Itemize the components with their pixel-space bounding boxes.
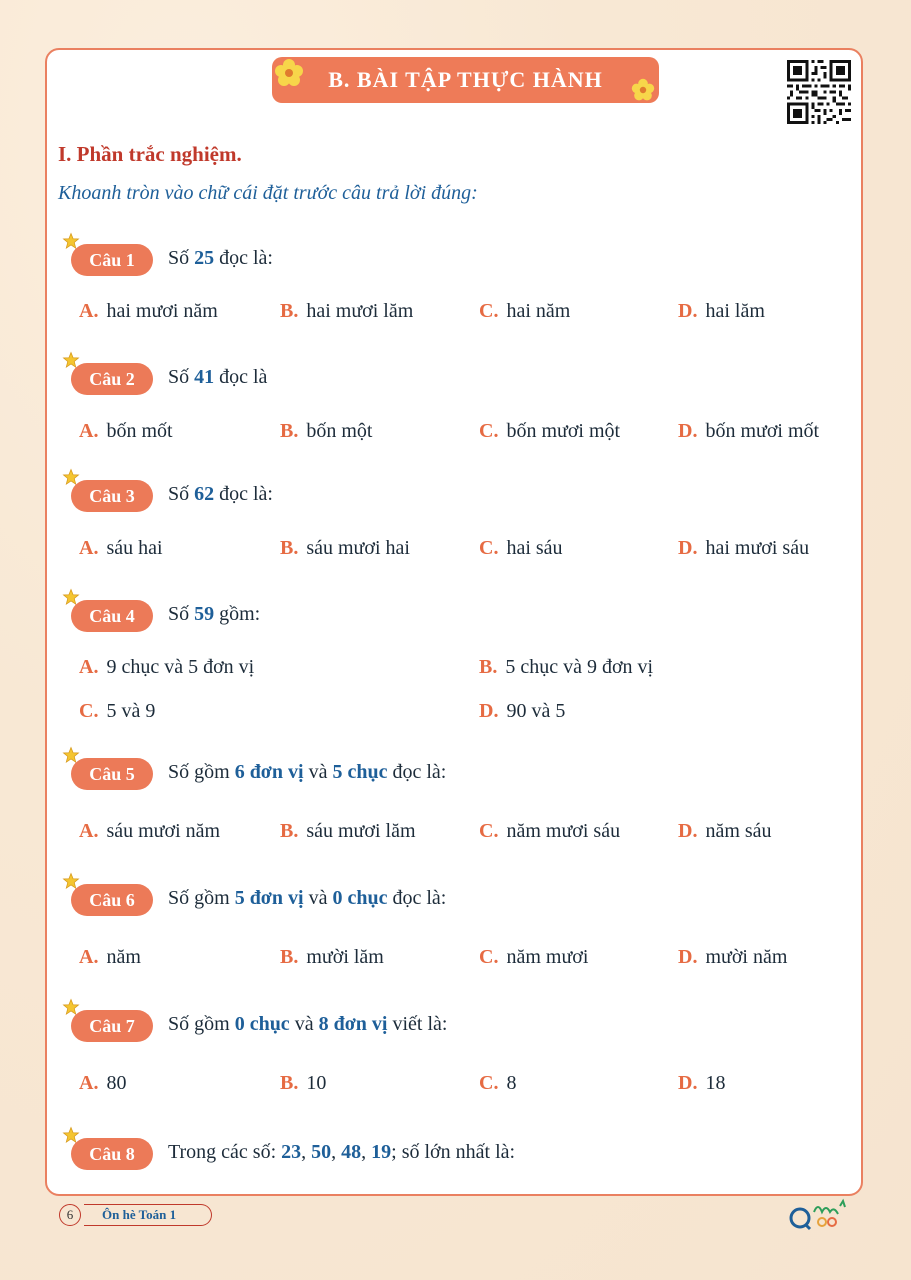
answer-option-a[interactable] [79,537,163,560]
answer-row [0,946,911,974]
answer-row [0,300,911,328]
option-text: năm [106,946,141,968]
question-3 [0,480,911,520]
option-text: 8 [506,1072,517,1094]
option-text: 80 [106,1072,127,1094]
question-text-part: Số [168,603,195,625]
option-letter: B. [280,1072,299,1094]
option-letter: B. [479,656,498,678]
question-text-part: Trong các số: [168,1141,282,1163]
question-emphasis: 59 [194,603,215,625]
question-label: Câu 5 [71,758,153,790]
question-text-part: viết là: [387,1013,448,1035]
question-text-part: Số gồm [168,1013,235,1035]
question-text-part: , [361,1141,372,1163]
answer-option-a[interactable] [79,420,173,443]
option-letter: D. [678,820,698,842]
answer-option-b[interactable] [280,946,384,969]
section-banner [272,57,659,103]
option-letter: B. [280,537,299,559]
question-text-part: , [331,1141,342,1163]
answer-option-c[interactable] [479,537,563,560]
option-text: mười năm [705,946,788,968]
question-text-part: Số [168,366,195,388]
question-emphasis: 8 đơn vị [318,1013,388,1035]
answer-option-d[interactable] [678,420,819,443]
question-emphasis: 0 chục [332,887,388,909]
option-letter: B. [280,300,299,322]
question-5 [0,758,911,798]
question-label: Câu 7 [71,1010,153,1042]
option-text: 5 chục và 9 đơn vị [505,656,654,678]
option-text: hai sáu [506,537,563,559]
option-letter: A. [79,820,99,842]
option-text: bốn mốt [106,420,173,442]
publisher-logo-icon [788,1198,848,1236]
option-text: sáu mươi năm [106,820,221,842]
answer-row [0,537,911,565]
answer-option-d[interactable] [678,537,809,560]
question-7 [0,1010,911,1050]
option-letter: D. [678,300,698,322]
question-label: Câu 2 [71,363,153,395]
question-text [168,1013,447,1036]
question-emphasis: 5 chục [332,761,388,783]
question-text [168,1141,515,1164]
option-text: 5 và 9 [106,700,156,722]
option-text: hai năm [506,300,571,322]
question-label: Câu 6 [71,884,153,916]
option-text: sáu hai [106,537,163,559]
flower-icon [631,78,655,102]
option-letter: B. [280,946,299,968]
option-letter: C. [479,300,499,322]
option-text: bốn một [306,420,373,442]
option-letter: A. [79,946,99,968]
answer-option-c[interactable] [479,420,620,443]
option-text: 18 [705,1072,726,1094]
answer-option-b[interactable] [280,420,372,443]
question-4 [0,600,911,640]
question-text-part: ; số lớn nhất là: [391,1141,516,1163]
question-emphasis: 19 [371,1141,392,1163]
question-text-part: Số gồm [168,761,235,783]
answer-option-b[interactable] [280,537,410,560]
question-text [168,761,446,784]
question-1 [0,244,911,284]
answer-row [0,420,911,448]
option-letter: A. [79,300,99,322]
section-heading: I. Phần trắc nghiệm. [58,142,242,166]
answer-row [0,656,911,684]
option-text: năm mươi [506,946,589,968]
option-text: 90 và 5 [506,700,566,722]
answer-option-b[interactable] [479,656,653,679]
option-text: hai mươi năm [106,300,218,322]
option-letter: A. [79,537,99,559]
question-text-part: và [289,1013,319,1035]
option-letter: A. [79,1072,99,1094]
answer-option-a[interactable] [79,300,218,323]
answer-option-a[interactable] [79,1072,126,1095]
question-text [168,483,273,506]
option-letter: C. [479,1072,499,1094]
question-6 [0,884,911,924]
page-number: 6 [59,1204,81,1226]
option-letter: B. [280,420,299,442]
question-text-part: Số gồm [168,887,235,909]
option-letter: A. [79,420,99,442]
qr-code-icon [787,60,851,124]
option-letter: B. [280,820,299,842]
answer-option-a[interactable] [79,820,220,843]
option-text: năm mươi sáu [506,820,621,842]
question-text-part: đọc là: [214,247,273,269]
answer-option-d[interactable] [678,820,772,843]
answer-option-c[interactable] [79,700,155,723]
question-emphasis: 50 [311,1141,332,1163]
answer-option-d[interactable] [678,1072,725,1095]
answer-option-d[interactable] [479,700,565,723]
answer-option-c[interactable] [479,300,570,323]
option-text: mười lăm [306,946,384,968]
option-text: sáu mươi hai [306,537,410,559]
option-text: bốn mươi một [506,420,621,442]
option-text: năm sáu [705,820,772,842]
answer-option-d[interactable] [678,300,765,323]
option-text: hai lăm [705,300,765,322]
question-emphasis: 25 [194,247,215,269]
question-emphasis: 48 [341,1141,362,1163]
answer-option-a[interactable] [79,656,254,679]
question-emphasis: 5 đơn vị [234,887,304,909]
option-text: 9 chục và 5 đơn vị [106,656,255,678]
option-letter: C. [479,820,499,842]
flower-icon [274,58,304,88]
question-label: Câu 8 [71,1138,153,1170]
question-label: Câu 4 [71,600,153,632]
option-text: bốn mươi mốt [705,420,820,442]
answer-row [0,1072,911,1100]
question-text [168,366,267,389]
option-letter: C. [479,537,499,559]
answer-row [0,700,911,728]
answer-row [0,820,911,848]
answer-option-c[interactable] [479,820,620,843]
option-text: 10 [306,1072,327,1094]
question-text-part: Số [168,483,195,505]
answer-option-c[interactable] [479,946,588,969]
question-text [168,247,273,270]
question-emphasis: 23 [281,1141,302,1163]
book-title: Ôn hè Toán 1 [84,1204,212,1226]
question-label: Câu 1 [71,244,153,276]
question-8 [0,1138,911,1178]
option-letter: A. [79,656,99,678]
answer-option-b[interactable] [280,1072,326,1095]
option-letter: C. [479,420,499,442]
answer-option-b[interactable] [280,300,413,323]
question-text-part: và [303,761,333,783]
option-letter: D. [678,946,698,968]
option-text: hai mươi lăm [306,300,414,322]
question-text-part: gồm: [214,603,261,625]
question-emphasis: 62 [194,483,215,505]
option-text: sáu mươi lăm [306,820,416,842]
answer-option-d[interactable] [678,946,787,969]
question-text-part: đọc là: [214,483,273,505]
question-label: Câu 3 [71,480,153,512]
question-text-part: , [301,1141,312,1163]
answer-option-b[interactable] [280,820,416,843]
question-text-part: và [303,887,333,909]
question-emphasis: 0 chục [234,1013,290,1035]
option-letter: C. [79,700,99,722]
instruction-text: Khoanh tròn vào chữ cái đặt trước câu trả lời đúng: [58,182,478,204]
question-text [168,887,446,910]
answer-option-c[interactable] [479,1072,516,1095]
question-text [168,603,260,626]
option-letter: C. [479,946,499,968]
option-letter: D. [678,1072,698,1094]
question-2 [0,363,911,403]
question-emphasis: 41 [194,366,215,388]
banner-title: B. BÀI TẬP THỰC HÀNH [328,67,603,92]
option-letter: D. [678,420,698,442]
option-letter: D. [678,537,698,559]
option-letter: D. [479,700,499,722]
question-emphasis: 6 đơn vị [234,761,304,783]
option-text: hai mươi sáu [705,537,810,559]
question-text-part: đọc là: [387,887,447,909]
answer-option-a[interactable] [79,946,141,969]
question-text-part: đọc là: [387,761,447,783]
question-text-part: đọc là [214,366,268,388]
question-text-part: Số [168,247,195,269]
